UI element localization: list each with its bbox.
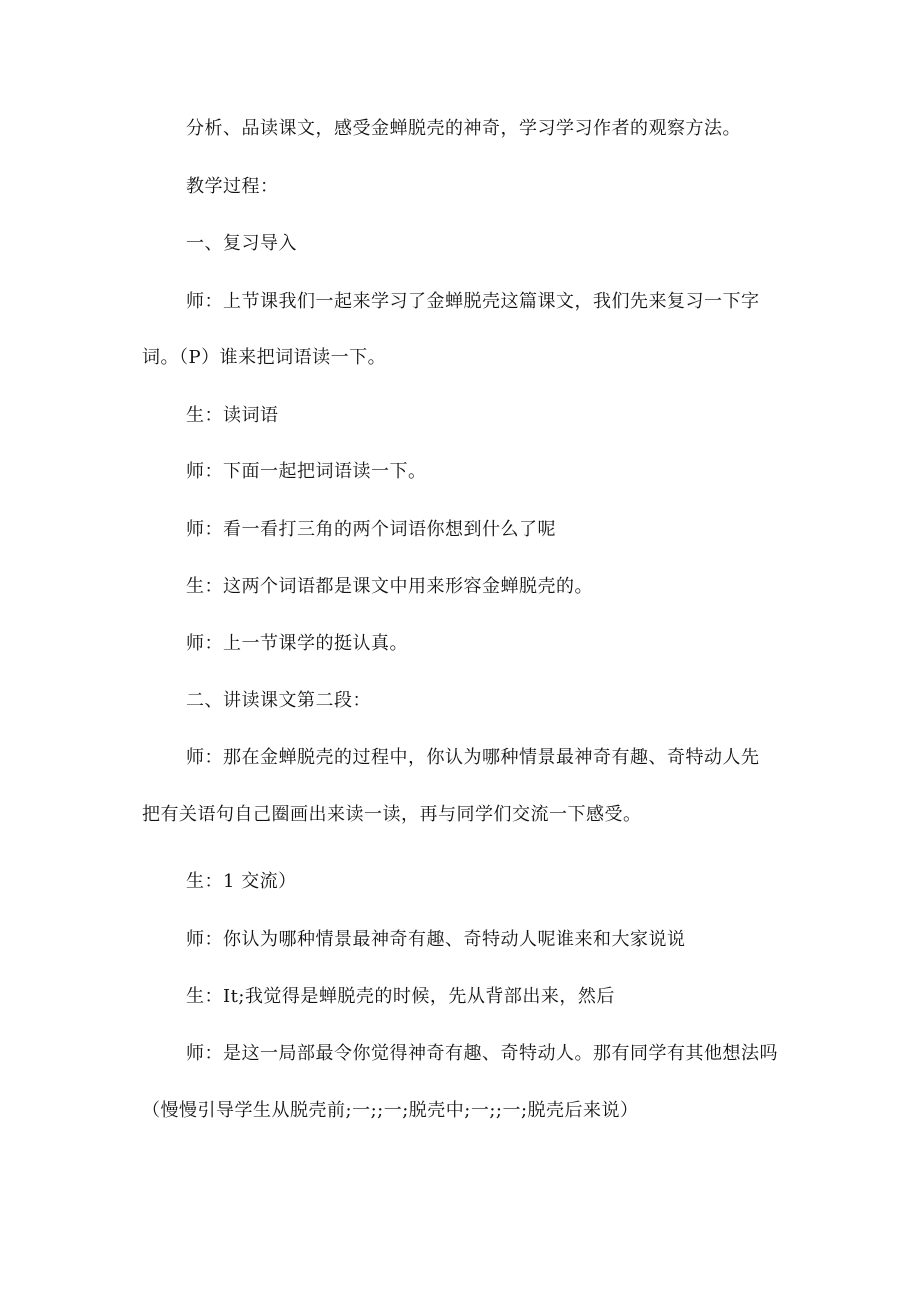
paragraph-line: （慢慢引导学生从脱壳前;一;;一;脱壳中;一;;一;脱壳后来说）: [142, 1100, 639, 1121]
dialogue-line: 师：你认为哪种情景最神奇有趣、奇特动人呢谁来和大家说说: [186, 929, 686, 950]
dialogue-line: 生：这两个词语都是课文中用来形容金蝉脱壳的。: [186, 576, 593, 597]
dialogue-line: 生：读词语: [186, 405, 279, 426]
section-heading-second-paragraph: 二、讲读课文第二段：: [186, 690, 371, 711]
paragraph-line: 词。（P）谁来把词语读一下。: [142, 347, 387, 368]
dialogue-line: 师：下面一起把词语读一下。: [186, 461, 427, 482]
paragraph-line: 把有关语句自己圈画出来读一读，再与同学们交流一下感受。: [142, 804, 642, 825]
dialogue-line: 师：看一看打三角的两个词语你想到什么了呢: [186, 519, 556, 540]
section-heading-process: 教学过程：: [186, 176, 279, 197]
section-heading-review: 一、复习导入: [186, 233, 297, 254]
paragraph-line: 师：是这一局部最令你觉得神奇有趣、奇特动人。那有同学有其他想法吗: [186, 1043, 778, 1064]
dialogue-line: 师：上一节课学的挺认真。: [186, 633, 408, 654]
paragraph-line: 师：那在金蝉脱壳的过程中，你认为哪种情景最神奇有趣、奇特动人先: [186, 747, 760, 768]
objective-line: 分析、品读课文，感受金蝉脱壳的神奇，学习学习作者的观察方法。: [186, 118, 741, 139]
dialogue-line: 生：1 交流）: [186, 871, 297, 892]
paragraph-line: 师：上节课我们一起来学习了金蝉脱壳这篇课文，我们先来复习一下字: [186, 291, 760, 312]
dialogue-line: 生：It;我觉得是蝉脱壳的时候，先从背部出来，然后: [186, 986, 615, 1007]
